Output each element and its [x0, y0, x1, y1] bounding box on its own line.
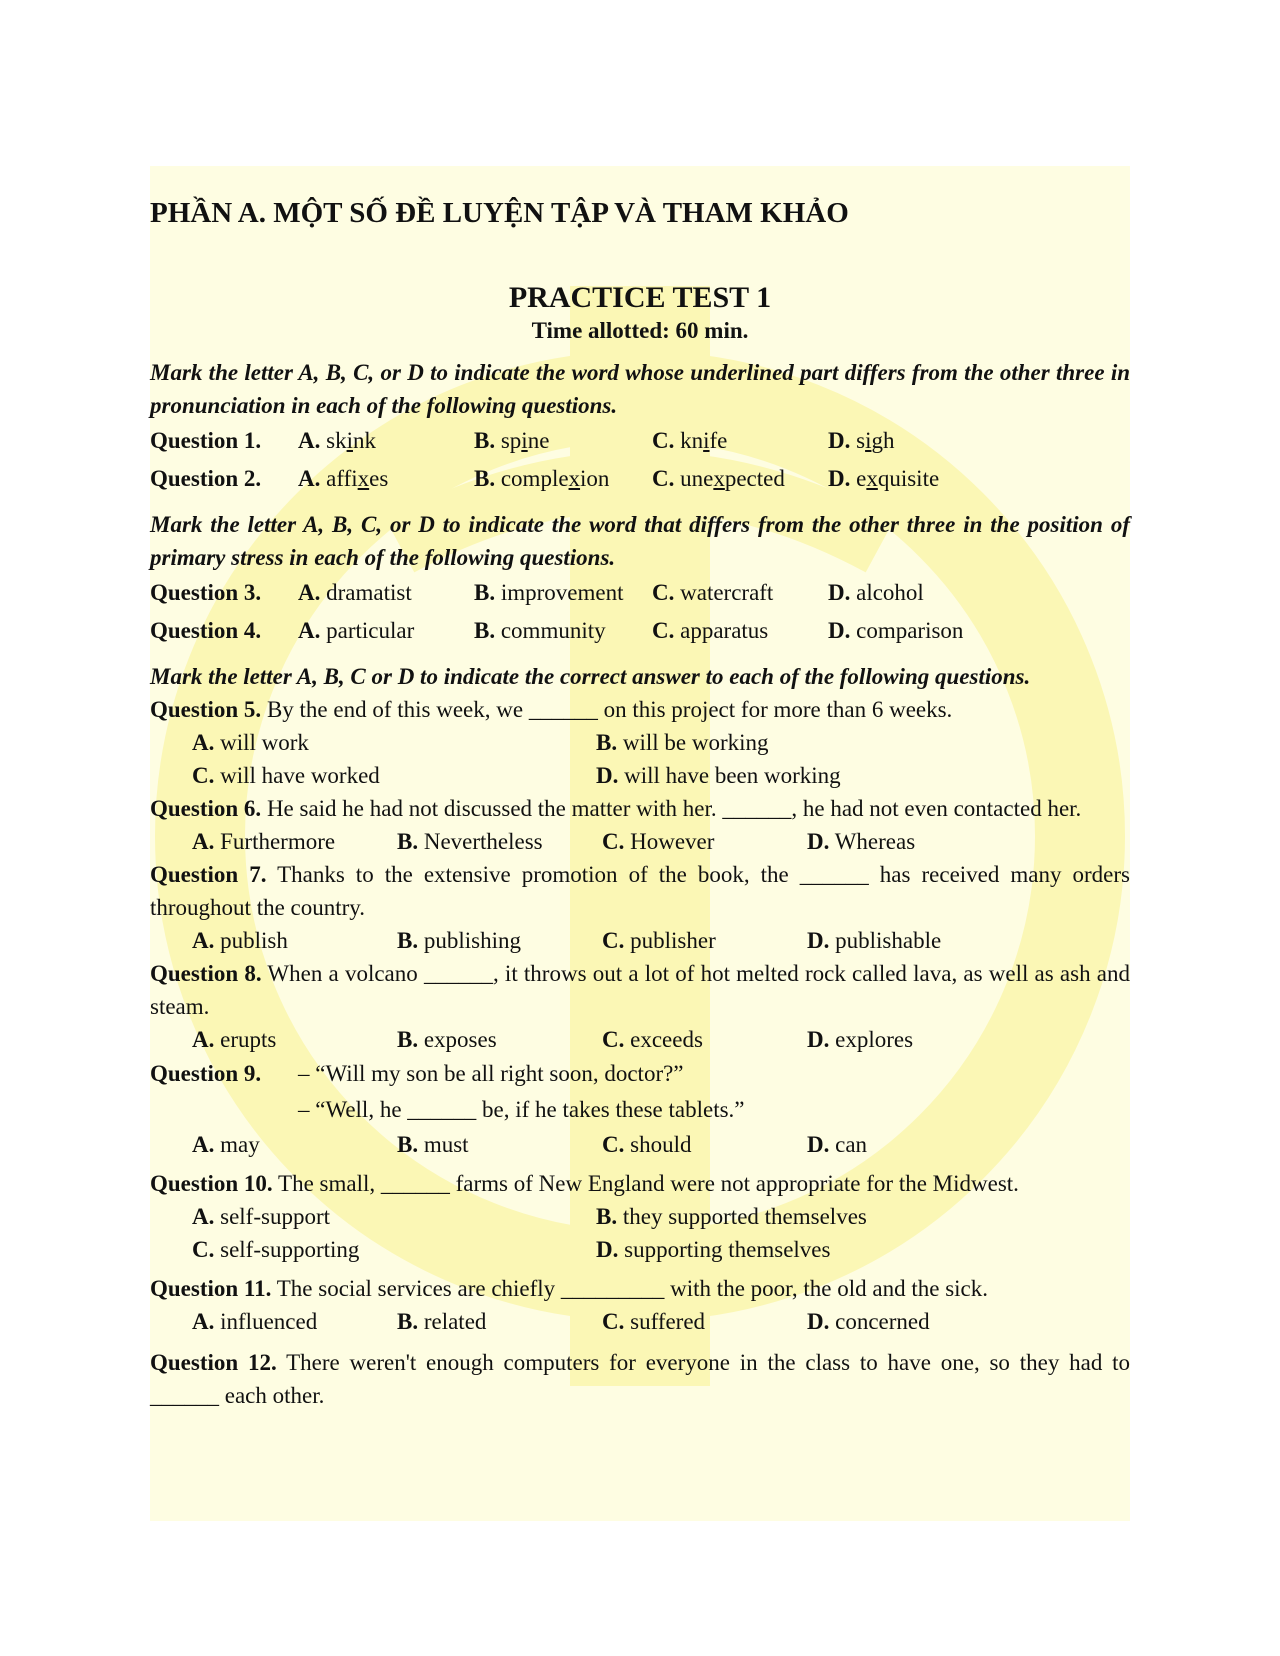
option-letter: C.: [652, 427, 675, 453]
option-text: kn: [680, 427, 704, 453]
option-letter: A.: [298, 579, 321, 605]
instruction-pronunciation: Mark the letter A, B, C, or D to indicate the word whose underlined part differs from the other three in pronunciation in each of the following questions.: [150, 359, 1130, 418]
option-letter: C.: [602, 828, 625, 854]
question-10: [150, 1167, 1130, 1200]
option-letter: C.: [652, 579, 675, 605]
option-text: Furthermore: [220, 828, 336, 854]
option-text: es: [369, 465, 389, 491]
option-letter: A.: [298, 617, 321, 643]
option-letter: D.: [807, 1131, 830, 1157]
question-text: Thanks to the extensive promotion of the book, the ______ has received many orders throughout the country.: [150, 861, 1130, 920]
option-letter: C.: [602, 1131, 625, 1157]
dialogue-line: – “Well, he ______ be, if he takes these tablets.”: [298, 1096, 745, 1122]
question-12: [150, 1346, 1130, 1412]
option-text: related: [423, 1308, 487, 1334]
option-text: exposes: [423, 1026, 497, 1052]
option-text: self-support: [220, 1203, 330, 1229]
option-letter: A.: [192, 927, 215, 953]
option-letter: D.: [828, 617, 851, 643]
question-10-options-row1: [150, 1200, 1130, 1233]
option-letter: D.: [828, 465, 851, 491]
option-letter: A.: [298, 465, 321, 491]
underlined-part: x: [866, 465, 878, 491]
underlined-part: x: [713, 465, 725, 491]
question-label: Question 8.: [150, 960, 262, 986]
option-text: apparatus: [680, 617, 769, 643]
option-text: they supported themselves: [622, 1203, 867, 1229]
option-letter: D.: [807, 1308, 830, 1334]
question-label: Question 2.: [150, 465, 262, 491]
option-text: publish: [220, 927, 288, 953]
question-5: [150, 693, 1130, 726]
option-text: comple: [500, 465, 569, 491]
option-text: should: [630, 1131, 692, 1157]
question-label: Question 7.: [150, 861, 267, 887]
option-letter: A.: [298, 427, 321, 453]
option-letter: B.: [474, 617, 496, 643]
question-label: Question 12.: [150, 1349, 277, 1375]
question-9-options: [150, 1128, 1130, 1161]
instruction-stress: Mark the letter A, B, C, or D to indicate the word that differs from the other three in the position of primary stress in each of the following questions.: [150, 511, 1130, 570]
option-letter: B.: [397, 1308, 419, 1334]
question-label: Question 11.: [150, 1275, 272, 1301]
option-letter: B.: [397, 828, 419, 854]
option-text: Whereas: [834, 828, 916, 854]
underlined-part: i: [521, 427, 528, 453]
question-6-options: [150, 825, 1130, 858]
option-letter: B.: [474, 579, 496, 605]
question-label: Question 6.: [150, 795, 262, 821]
option-letter: C.: [602, 1026, 625, 1052]
option-text: publishing: [423, 927, 521, 953]
question-text: The social services are chiefly _________ with the poor, the old and the sick.: [271, 1275, 988, 1301]
option-letter: C.: [192, 762, 215, 788]
option-text: concerned: [835, 1308, 930, 1334]
option-letter: D.: [807, 1026, 830, 1052]
option-text: sk: [326, 427, 347, 453]
option-letter: D.: [807, 828, 830, 854]
question-9-line2: [150, 1092, 1130, 1128]
question-11-options: [150, 1305, 1130, 1338]
question-text: He said he had not discussed the matter with her. ______, he had not even contacted her.: [261, 795, 1082, 821]
option-text: will have worked: [220, 762, 380, 788]
option-letter: B.: [596, 1203, 618, 1229]
option-letter: C.: [652, 617, 675, 643]
option-text: exceeds: [630, 1026, 703, 1052]
option-letter: B.: [397, 1026, 419, 1052]
option-letter: B.: [474, 465, 496, 491]
option-letter: C.: [602, 927, 625, 953]
question-label: Question 5.: [150, 696, 262, 722]
question-2: [150, 460, 1130, 498]
section-title: PHẦN A. MỘT SỐ ĐỀ LUYỆN TẬP VÀ THAM KHẢO: [150, 197, 849, 229]
underlined-part: i: [865, 427, 872, 453]
option-text: However: [630, 828, 715, 854]
question-label: Question 4.: [150, 617, 262, 643]
underlined-part: i: [346, 427, 353, 453]
option-text: pected: [724, 465, 785, 491]
option-text: fe: [709, 427, 728, 453]
question-8-options: [150, 1023, 1130, 1056]
dialogue-line: – “Will my son be all right soon, doctor?”: [298, 1060, 684, 1086]
question-8: [150, 957, 1130, 1023]
option-letter: C.: [602, 1308, 625, 1334]
option-text: ne: [527, 427, 550, 453]
underlined-part: i: [703, 427, 710, 453]
option-text: publishable: [835, 927, 942, 953]
option-text: explores: [835, 1026, 914, 1052]
question-5-options-row1: [150, 726, 1130, 759]
option-text: influenced: [220, 1308, 318, 1334]
option-text: particular: [326, 617, 415, 643]
option-text: publisher: [630, 927, 716, 953]
option-letter: A.: [192, 1026, 215, 1052]
underlined-part: x: [357, 465, 370, 491]
question-text: There weren't enough computers for everyone in the class to have one, so they had to ______ each other.: [150, 1349, 1130, 1408]
option-text: watercraft: [680, 579, 774, 605]
option-text: suffered: [630, 1308, 706, 1334]
option-letter: D.: [807, 927, 830, 953]
underlined-part: x: [568, 465, 581, 491]
option-text: gh: [871, 427, 895, 453]
option-text: sp: [500, 427, 522, 453]
option-text: must: [423, 1131, 469, 1157]
option-text: e: [856, 465, 867, 491]
option-letter: C.: [192, 1236, 215, 1262]
time-allotted: Time allotted: 60 min.: [531, 317, 749, 343]
question-6: [150, 792, 1130, 825]
question-label: Question 3.: [150, 579, 262, 605]
question-text: By the end of this week, we ______ on this project for more than 6 weeks.: [261, 696, 953, 722]
option-letter: A.: [192, 1203, 215, 1229]
option-letter: D.: [596, 1236, 619, 1262]
question-4: [150, 612, 1130, 650]
option-letter: B.: [397, 927, 419, 953]
option-letter: D.: [596, 762, 619, 788]
option-text: will have been working: [624, 762, 841, 788]
document-page: [150, 196, 1130, 1412]
question-3: [150, 574, 1130, 612]
question-label: Question 1.: [150, 427, 262, 453]
question-text: When a volcano ______, it throws out a lot of hot melted rock called lava, as well as ash and steam.: [150, 960, 1130, 1019]
option-text: nk: [352, 427, 376, 453]
option-letter: B.: [474, 427, 496, 453]
option-letter: C.: [652, 465, 675, 491]
option-text: can: [835, 1131, 868, 1157]
question-9: [150, 1056, 1130, 1092]
option-text: may: [220, 1131, 260, 1157]
option-text: self-supporting: [220, 1236, 360, 1262]
option-text: erupts: [220, 1026, 277, 1052]
option-text: supporting themselves: [624, 1236, 831, 1262]
option-text: affi: [326, 465, 358, 491]
question-10-options-row2: [150, 1233, 1130, 1266]
option-text: Nevertheless: [423, 828, 543, 854]
option-letter: A.: [192, 1131, 215, 1157]
question-11: [150, 1272, 1130, 1305]
option-letter: A.: [192, 1308, 215, 1334]
option-text: ion: [580, 465, 610, 491]
question-label: Question 9.: [150, 1060, 262, 1086]
option-text: alcohol: [856, 579, 924, 605]
question-text: The small, ______ farms of New England were not appropriate for the Midwest.: [272, 1170, 1019, 1196]
option-text: improvement: [500, 579, 624, 605]
option-letter: A.: [192, 828, 215, 854]
option-letter: A.: [192, 729, 215, 755]
option-text: s: [856, 427, 866, 453]
question-label: Question 10.: [150, 1170, 273, 1196]
option-text: community: [500, 617, 606, 643]
option-text: une: [680, 465, 714, 491]
option-text: will work: [220, 729, 309, 755]
option-letter: D.: [828, 427, 851, 453]
option-text: dramatist: [326, 579, 412, 605]
question-5-options-row2: [150, 759, 1130, 792]
option-text: will be working: [622, 729, 769, 755]
option-letter: D.: [828, 579, 851, 605]
question-7: [150, 858, 1130, 924]
instruction-correct-answer: Mark the letter A, B, C or D to indicate the correct answer to each of the following questions.: [150, 663, 1031, 689]
question-1: [150, 422, 1130, 460]
question-7-options: [150, 924, 1130, 957]
option-text: quisite: [877, 465, 940, 491]
test-title: PRACTICE TEST 1: [508, 280, 772, 314]
option-text: comparison: [856, 617, 964, 643]
option-letter: B.: [397, 1131, 419, 1157]
option-letter: B.: [596, 729, 618, 755]
